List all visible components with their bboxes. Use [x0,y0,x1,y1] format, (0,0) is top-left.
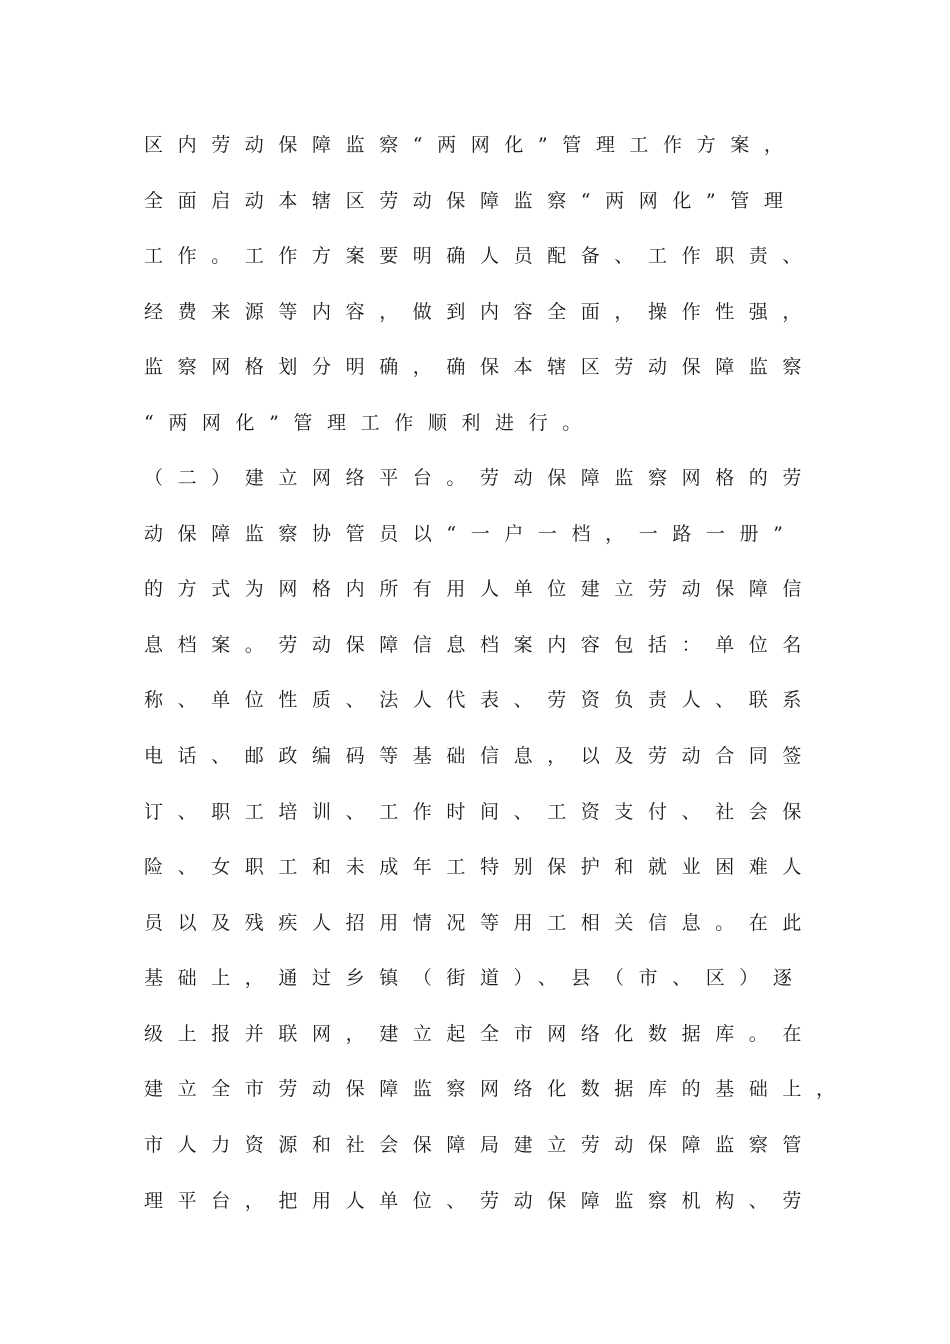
body-text-line: 经费来源等内容，做到内容全面，操作性强， [144,301,817,323]
body-text-line: 全面启动本辖区劳动保障监察“两网化”管理 [144,190,798,212]
body-text-line: 基础上，通过乡镇（街道）、县（市、区）逐 [144,967,807,989]
body-text-line: 的方式为网格内所有用人单位建立劳动保障信 [144,578,817,600]
body-text-line: 订、职工培训、工作时间、工资支付、社会保 [144,801,817,823]
body-text-line: 险、女职工和未成年工特别保护和就业困难人 [144,856,817,878]
body-text-line: 级上报并联网，建立起全市网络化数据库。在 [144,1023,817,1045]
body-text-line: 员以及残疾人招用情况等用工相关信息。在此 [144,912,817,934]
body-text-line: 理平台，把用人单位、劳动保障监察机构、劳 [144,1190,817,1212]
body-text-line: 称、单位性质、法人代表、劳资负责人、联系 [144,689,817,711]
body-text-line: 工作。工作方案要明确人员配备、工作职责、 [144,245,817,267]
body-text-line: 监察网格划分明确，确保本辖区劳动保障监察 [144,356,817,378]
body-text-line: “两网化”管理工作顺利进行。 [144,412,596,434]
body-text-line: 动保障监察协管员以“一户一档，一路一册” [144,523,798,545]
body-text-line: 建立全市劳动保障监察网络化数据库的基础上， [144,1078,850,1100]
body-text-line: 电话、邮政编码等基础信息，以及劳动合同签 [144,745,817,767]
body-text-line: 区内劳动保障监察“两网化”管理工作方案， [144,134,798,156]
body-text-line: 市人力资源和社会保障局建立劳动保障监察管 [144,1134,817,1156]
section-heading-line: （二）建立网络平台。劳动保障监察网格的劳 [144,467,817,489]
body-text-line: 息档案。劳动保障信息档案内容包括：单位名 [144,634,817,656]
